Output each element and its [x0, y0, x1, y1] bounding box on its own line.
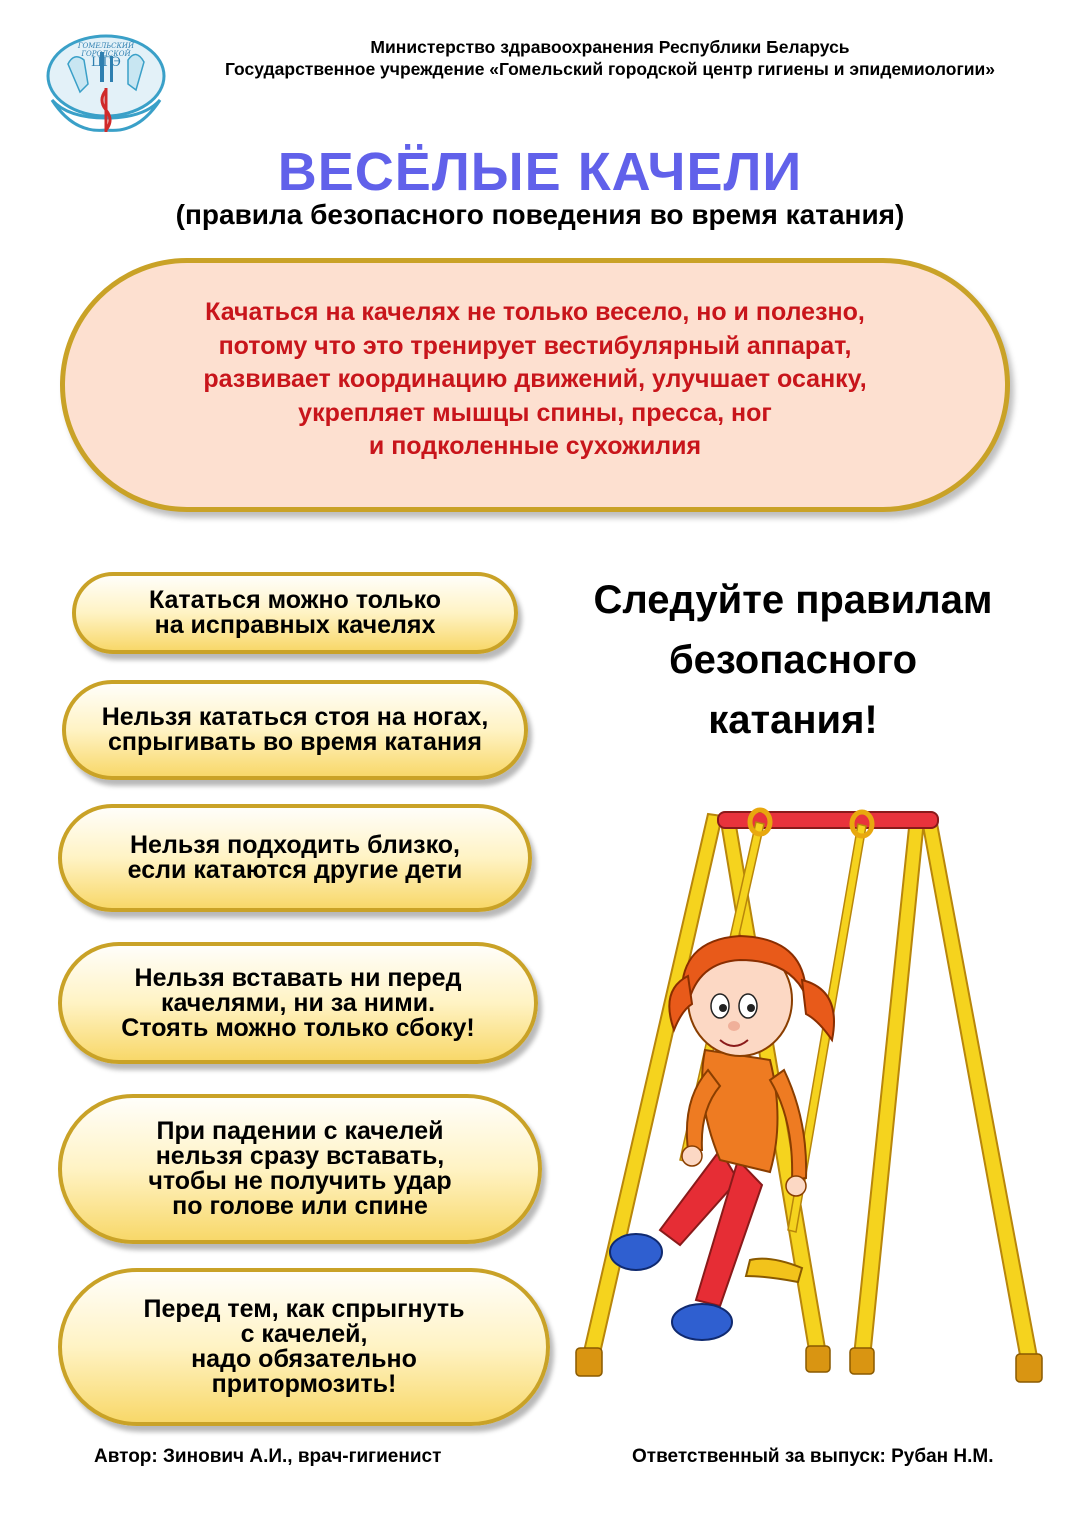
rule-line: надо обязательно [191, 1345, 417, 1373]
rule-pill-2 [62, 680, 528, 780]
rule-line: спрыгивать во время катания [107, 728, 483, 756]
rule-line: Нельзя подходить близко, [130, 831, 460, 859]
intro-line: Качаться на качелях не только весело, но и полезно, [205, 298, 865, 327]
responsible-credit: Ответственный за выпуск: Рубан Н.М. [632, 1446, 994, 1467]
intro-line: и подколенные сухожилия [368, 432, 702, 461]
rule-pill-6 [58, 1268, 550, 1426]
girl-on-swing-icon [570, 800, 1050, 1400]
intro-line: развивает координацию движений, улучшает осанку, [203, 365, 867, 394]
intro-line: потому что это тренирует вестибулярный аппарат, [218, 331, 852, 360]
ministry-name: Министерство здравоохранения Республики Беларусь [370, 37, 850, 57]
rule-text [148, 1119, 451, 1219]
rule-line: Нельзя кататься стоя на ногах, [101, 703, 489, 731]
intro-box [60, 258, 1010, 512]
rule-pill-5 [58, 1094, 542, 1244]
rule-pill-4 [58, 942, 538, 1064]
callout-line: Следуйте правилам [593, 578, 993, 622]
rule-line: с качелей, [240, 1320, 368, 1348]
rule-pill-3 [58, 804, 532, 912]
rule-line: на исправных качелях [154, 611, 436, 639]
rule-line: если катаются другие дети [127, 856, 463, 884]
rule-text [102, 705, 489, 755]
author-credit: Автор: Зинович А.И., врач-гигиенист [94, 1446, 442, 1467]
rule-line: по голове или спине [172, 1192, 428, 1220]
rule-line: качелями, ни за ними. [160, 988, 436, 1017]
rule-line: Кататься можно только [148, 586, 442, 614]
rule-pill-1 [72, 572, 518, 654]
intro-line: укрепляет мышцы спины, пресса, ног [298, 398, 772, 427]
logo-text-top: ГОМЕЛЬСКИЙ ГОРОДСКОЙ [77, 42, 135, 58]
rule-line: притормозить! [211, 1370, 397, 1398]
logo-text-main: ЦГЭ [91, 55, 121, 70]
rule-text [121, 963, 475, 1042]
safety-callout [538, 570, 1048, 750]
callout-line: безопасного [668, 638, 918, 682]
rule-line: Нельзя вставать ни перед [134, 963, 462, 992]
rule-line: чтобы не получить удар [148, 1167, 452, 1195]
rule-line: При падении с качелей [156, 1117, 444, 1145]
callout-line: катания! [708, 698, 878, 742]
rule-line: Перед тем, как спрыгнуть [143, 1295, 465, 1323]
rule-line: Стоять можно только сбоку! [121, 1013, 475, 1042]
rule-text [144, 1297, 465, 1397]
intro-text [203, 296, 866, 474]
swing-illustration [570, 800, 1050, 1400]
organization-header [160, 36, 1060, 80]
institution-name: Государственное учреждение «Гомельский городской центр гигиены и эпидемиологии» [225, 59, 995, 79]
rule-text [128, 833, 463, 883]
page-subtitle: (правила безопасного поведения во время катания) [175, 199, 905, 230]
logo [44, 34, 168, 146]
rule-line: нельзя сразу вставать, [155, 1142, 445, 1170]
rule-text [149, 588, 441, 638]
page-title: ВЕСЁЛЫЕ КАЧЕЛИ [277, 142, 803, 202]
